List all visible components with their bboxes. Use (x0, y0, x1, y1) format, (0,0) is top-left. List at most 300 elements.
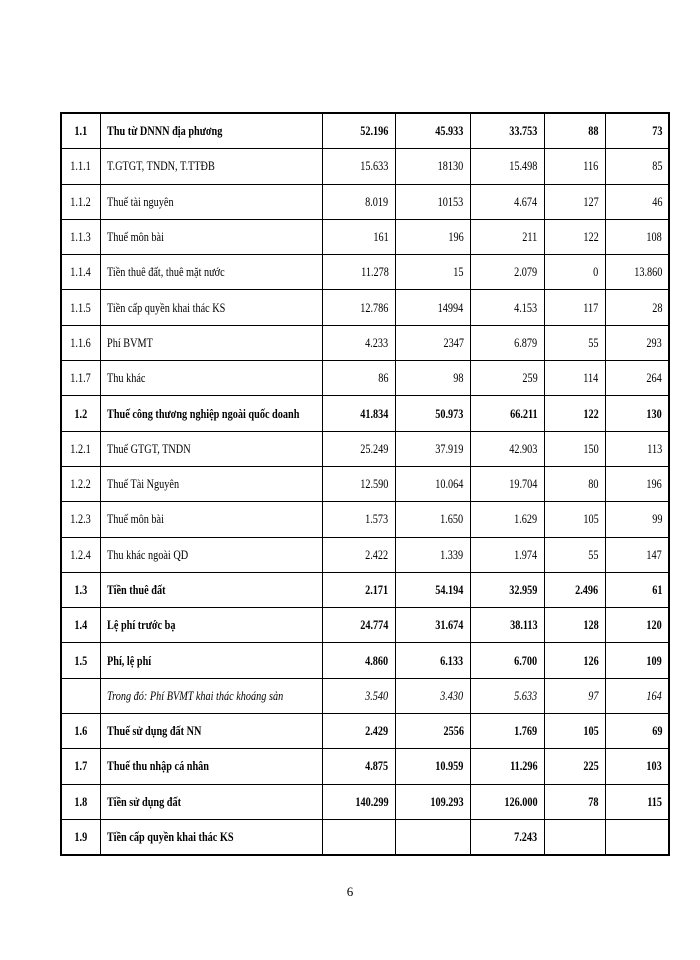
row-name-text: Trong đó: Phí BVMT khai thác khoáng sản (106, 688, 283, 703)
value-col-2 (395, 749, 470, 784)
percent-col-2-text: 130 (646, 406, 662, 421)
value-col-1 (322, 784, 395, 819)
value-col-2 (395, 466, 470, 501)
percent-col-1 (544, 290, 605, 325)
row-code (61, 396, 100, 431)
row-name (100, 396, 322, 431)
percent-col-1 (544, 714, 605, 749)
row-name-text: Thuế sử dụng đất NN (106, 724, 201, 739)
value-col-1-text: 4.875 (365, 759, 389, 774)
value-col-2-text: 10.064 (435, 477, 464, 492)
percent-col-1-text: 122 (583, 230, 599, 245)
row-name (100, 678, 322, 713)
value-col-3 (470, 643, 544, 678)
row-code-text: 1.2 (74, 406, 88, 421)
percent-col-2-text: 73 (651, 124, 662, 139)
value-col-1-text: 3.540 (365, 688, 389, 703)
percent-col-2 (605, 608, 669, 643)
value-col-1-text: 2.429 (365, 724, 389, 739)
row-code-text: 1.5 (74, 653, 88, 668)
value-col-2-text: 6.133 (440, 653, 464, 668)
percent-col-1 (544, 643, 605, 678)
percent-col-1 (544, 819, 605, 855)
value-col-2-text: 98 (453, 371, 464, 386)
value-col-2 (395, 396, 470, 431)
table-row (61, 537, 669, 572)
percent-col-1-text: 80 (588, 477, 599, 492)
value-col-2-text: 2347 (443, 335, 464, 350)
value-col-3-text: 2.079 (514, 265, 538, 280)
value-col-1 (322, 149, 395, 184)
value-col-1 (322, 714, 395, 749)
value-col-2-text: 109.293 (430, 794, 464, 809)
table-row (61, 149, 669, 184)
table-row (61, 784, 669, 819)
table-row (61, 396, 669, 431)
percent-col-1 (544, 749, 605, 784)
value-col-1 (322, 643, 395, 678)
value-col-2-text: 196 (448, 230, 464, 245)
row-code-text: 1.2.1 (70, 441, 91, 456)
row-name-text: Thuế môn bài (106, 230, 164, 245)
value-col-3-text: 66.211 (509, 406, 538, 421)
table-row (61, 255, 669, 290)
value-col-1 (322, 290, 395, 325)
percent-col-2 (605, 255, 669, 290)
row-name-text: Thu khác ngoài QD (106, 547, 188, 562)
value-col-3 (470, 290, 544, 325)
row-code (61, 537, 100, 572)
value-col-3 (470, 113, 544, 149)
row-code (61, 714, 100, 749)
value-col-2 (395, 290, 470, 325)
table-row (61, 431, 669, 466)
value-col-2-text: 10.959 (435, 759, 464, 774)
value-col-1 (322, 431, 395, 466)
percent-col-1-text: 0 (593, 265, 599, 280)
value-col-3 (470, 819, 544, 855)
table-row (61, 643, 669, 678)
value-col-3-text: 211 (522, 230, 538, 245)
percent-col-1-text: 128 (583, 618, 599, 633)
value-col-1 (322, 502, 395, 537)
value-col-2 (395, 219, 470, 254)
value-col-1-text: 1.573 (365, 512, 389, 527)
value-col-3-text: 4.153 (514, 300, 538, 315)
row-name-text: Thu từ DNNN địa phương (106, 124, 222, 139)
row-code-text: 1.1.4 (70, 265, 91, 280)
row-code-text: 1.1 (74, 124, 88, 139)
row-code-text: 1.1.7 (70, 371, 91, 386)
row-code (61, 290, 100, 325)
value-col-3 (470, 572, 544, 607)
row-code-text: 1.2.4 (70, 547, 91, 562)
percent-col-2-text: 85 (651, 159, 662, 174)
value-col-2-text: 31.674 (435, 618, 464, 633)
row-name (100, 819, 322, 855)
row-code-text: 1.1.5 (70, 300, 91, 315)
value-col-3 (470, 396, 544, 431)
percent-col-1-text: 78 (588, 794, 599, 809)
value-col-2-text: 37.919 (435, 441, 464, 456)
value-col-3-text: 11.296 (509, 759, 538, 774)
value-col-3 (470, 749, 544, 784)
value-col-2 (395, 784, 470, 819)
percent-col-2 (605, 714, 669, 749)
percent-col-2 (605, 361, 669, 396)
percent-col-2 (605, 290, 669, 325)
value-col-2-text: 2556 (443, 724, 464, 739)
percent-col-2 (605, 819, 669, 855)
table-body (61, 113, 669, 855)
row-code (61, 466, 100, 501)
row-code (61, 184, 100, 219)
value-col-2-text: 50.973 (435, 406, 464, 421)
row-code (61, 784, 100, 819)
value-col-1-text: 15.633 (360, 159, 389, 174)
value-col-2-text: 54.194 (435, 583, 464, 597)
row-name (100, 290, 322, 325)
value-col-1-text: 2.171 (365, 583, 389, 597)
value-col-2 (395, 572, 470, 607)
row-code (61, 502, 100, 537)
value-col-2 (395, 502, 470, 537)
percent-col-1 (544, 431, 605, 466)
percent-col-2-text: 13.860 (633, 265, 662, 280)
table-row (61, 219, 669, 254)
percent-col-2 (605, 184, 669, 219)
value-col-2 (395, 643, 470, 678)
row-name-text: Phí, lệ phí (106, 653, 151, 668)
budget-table (60, 112, 670, 856)
value-col-2 (395, 608, 470, 643)
row-name (100, 361, 322, 396)
value-col-3-text: 38.113 (509, 618, 538, 633)
percent-col-1-text: 150 (583, 441, 599, 456)
row-name (100, 784, 322, 819)
percent-col-2-text: 196 (646, 477, 662, 492)
percent-col-1 (544, 325, 605, 360)
table-row (61, 361, 669, 396)
row-code (61, 819, 100, 855)
value-col-1-text: 4.860 (365, 653, 389, 668)
value-col-3-text: 259 (522, 371, 538, 386)
row-code (61, 149, 100, 184)
row-code-text: 1.6 (74, 724, 88, 739)
value-col-2 (395, 819, 470, 855)
value-col-1 (322, 361, 395, 396)
value-col-3 (470, 255, 544, 290)
row-code-text: 1.3 (74, 583, 88, 597)
percent-col-1 (544, 502, 605, 537)
value-col-2-text: 45.933 (435, 124, 464, 139)
row-name (100, 749, 322, 784)
value-col-3 (470, 361, 544, 396)
row-name (100, 572, 322, 607)
value-col-1-text: 25.249 (360, 441, 389, 456)
percent-col-2 (605, 643, 669, 678)
percent-col-2-text: 109 (646, 653, 662, 668)
table-row (61, 678, 669, 713)
value-col-3-text: 1.974 (514, 547, 538, 562)
row-name-text: Tiền sử dụng đất (106, 794, 181, 809)
value-col-1 (322, 255, 395, 290)
row-code-text: 1.1.3 (70, 230, 91, 245)
percent-col-1-text: 127 (583, 194, 599, 209)
value-col-2-text: 18130 (437, 159, 464, 174)
value-col-3 (470, 431, 544, 466)
row-name-text: Thuế Tài Nguyên (106, 477, 179, 492)
percent-col-2 (605, 749, 669, 784)
value-col-1-text: 86 (378, 371, 389, 386)
row-name-text: Thu khác (106, 371, 145, 386)
row-name (100, 184, 322, 219)
percent-col-1 (544, 572, 605, 607)
row-code (61, 255, 100, 290)
row-name-text: Thuế tài nguyên (106, 194, 174, 209)
value-col-2 (395, 678, 470, 713)
row-code-text: 1.4 (74, 618, 88, 633)
value-col-1-text: 12.590 (360, 477, 389, 492)
value-col-3 (470, 608, 544, 643)
value-col-3-text: 32.959 (509, 583, 538, 597)
value-col-3-text: 42.903 (509, 441, 538, 456)
percent-col-2-text: 108 (646, 230, 662, 245)
value-col-3-text: 5.633 (514, 688, 538, 703)
value-col-1-text: 41.834 (360, 406, 389, 421)
row-name (100, 325, 322, 360)
value-col-3 (470, 466, 544, 501)
table-row (61, 749, 669, 784)
percent-col-1 (544, 219, 605, 254)
row-name-text: Tiền cấp quyền khai thác KS (106, 830, 234, 845)
row-name-text: Thuế GTGT, TNDN (106, 441, 191, 456)
table-row (61, 502, 669, 537)
row-name-text: Tiền thuê đất, thuê mặt nước (106, 265, 225, 280)
percent-col-1-text: 55 (588, 547, 599, 562)
table-row (61, 608, 669, 643)
value-col-1-text: 24.774 (360, 618, 389, 633)
row-name-text: Tiền cấp quyền khai thác KS (106, 300, 225, 315)
row-name (100, 537, 322, 572)
value-col-1-text: 8.019 (365, 194, 389, 209)
row-name-text: Lệ phí trước bạ (106, 618, 175, 633)
value-col-1-text: 140.299 (355, 794, 389, 809)
value-col-2 (395, 149, 470, 184)
value-col-1 (322, 184, 395, 219)
value-col-3-text: 6.700 (514, 653, 538, 668)
percent-col-1-text: 114 (583, 371, 599, 386)
percent-col-1-text: 116 (583, 159, 599, 174)
value-col-2 (395, 255, 470, 290)
percent-col-1 (544, 361, 605, 396)
row-code (61, 325, 100, 360)
value-col-1 (322, 219, 395, 254)
row-code (61, 431, 100, 466)
table-row (61, 325, 669, 360)
table-row (61, 466, 669, 501)
value-col-3-text: 33.753 (509, 124, 538, 139)
percent-col-2-text: 115 (647, 794, 662, 809)
row-name (100, 431, 322, 466)
table-row (61, 184, 669, 219)
value-col-3 (470, 219, 544, 254)
value-col-1 (322, 572, 395, 607)
percent-col-1 (544, 466, 605, 501)
value-col-1 (322, 396, 395, 431)
percent-col-2-text: 120 (646, 618, 662, 633)
row-name-text: Tiền thuê đất (106, 583, 165, 597)
row-code (61, 643, 100, 678)
row-code-text: 1.8 (74, 794, 88, 809)
row-code-text: 1.2.3 (70, 512, 91, 527)
percent-col-2-text: 113 (646, 441, 662, 456)
value-col-3-text: 1.629 (514, 512, 538, 527)
percent-col-2 (605, 784, 669, 819)
value-col-2 (395, 113, 470, 149)
percent-col-1 (544, 537, 605, 572)
percent-col-2 (605, 678, 669, 713)
value-col-1 (322, 325, 395, 360)
value-col-1-text: 52.196 (360, 124, 389, 139)
value-col-1 (322, 113, 395, 149)
percent-col-2 (605, 466, 669, 501)
row-code-text: 1.1.2 (70, 194, 91, 209)
value-col-2 (395, 714, 470, 749)
row-name (100, 714, 322, 749)
value-col-2 (395, 537, 470, 572)
value-col-2-text: 15 (453, 265, 464, 280)
row-name-text: Thuế công thương nghiệp ngoài quốc doanh (106, 406, 299, 421)
percent-col-2-text: 264 (646, 371, 662, 386)
percent-col-1-text: 117 (583, 300, 599, 315)
row-name (100, 643, 322, 678)
row-name (100, 466, 322, 501)
row-code (61, 678, 100, 713)
value-col-3 (470, 784, 544, 819)
percent-col-2 (605, 537, 669, 572)
percent-col-1 (544, 149, 605, 184)
row-name (100, 113, 322, 149)
page-number: 6 (346, 884, 354, 899)
value-col-2 (395, 325, 470, 360)
percent-col-2-text: 46 (651, 194, 662, 209)
row-name (100, 219, 322, 254)
row-code (61, 749, 100, 784)
value-col-2-text: 14994 (437, 300, 464, 315)
percent-col-2-text: 28 (651, 300, 662, 315)
row-code (61, 608, 100, 643)
value-col-2 (395, 184, 470, 219)
percent-col-1 (544, 184, 605, 219)
percent-col-1 (544, 608, 605, 643)
value-col-2-text: 1.339 (440, 547, 464, 562)
row-name (100, 149, 322, 184)
value-col-2 (395, 431, 470, 466)
percent-col-2 (605, 149, 669, 184)
percent-col-2-text: 103 (646, 759, 662, 774)
table-row (61, 714, 669, 749)
row-code (61, 361, 100, 396)
percent-col-2 (605, 325, 669, 360)
row-code (61, 219, 100, 254)
value-col-3-text: 126.000 (504, 794, 538, 809)
percent-col-1-text: 122 (583, 406, 599, 421)
percent-col-2-text: 147 (646, 547, 662, 562)
row-name (100, 502, 322, 537)
percent-col-1-text: 225 (583, 759, 599, 774)
percent-col-2 (605, 396, 669, 431)
percent-col-1-text: 97 (588, 688, 599, 703)
percent-col-1-text: 105 (583, 724, 599, 739)
value-col-1 (322, 678, 395, 713)
percent-col-2 (605, 502, 669, 537)
percent-col-2 (605, 113, 669, 149)
percent-col-2-text: 99 (651, 512, 662, 527)
table-row (61, 572, 669, 607)
value-col-2 (395, 361, 470, 396)
value-col-3-text: 19.704 (509, 477, 538, 492)
value-col-3-text: 6.879 (514, 335, 538, 350)
value-col-3-text: 4.674 (514, 194, 538, 209)
table-row (61, 290, 669, 325)
value-col-1-text: 11.278 (360, 265, 389, 280)
value-col-1 (322, 819, 395, 855)
row-name (100, 255, 322, 290)
percent-col-1-text: 105 (583, 512, 599, 527)
row-name-text: Thuế môn bài (106, 512, 164, 527)
value-col-1 (322, 608, 395, 643)
row-name-text: Phí BVMT (106, 335, 153, 350)
percent-col-2 (605, 572, 669, 607)
row-code-text: 1.2.2 (70, 477, 91, 492)
percent-col-1-text: 55 (588, 335, 599, 350)
percent-col-2-text: 69 (651, 724, 662, 739)
percent-col-1 (544, 396, 605, 431)
percent-col-1 (544, 678, 605, 713)
value-col-3 (470, 714, 544, 749)
percent-col-1 (544, 784, 605, 819)
value-col-3 (470, 537, 544, 572)
value-col-3 (470, 502, 544, 537)
row-code (61, 572, 100, 607)
row-name-text: T.GTGT, TNDN, T.TTĐB (106, 159, 215, 174)
value-col-3 (470, 325, 544, 360)
value-col-3-text: 7.243 (514, 830, 538, 845)
value-col-3 (470, 184, 544, 219)
percent-col-1 (544, 255, 605, 290)
value-col-1-text: 161 (373, 230, 389, 245)
percent-col-2-text: 293 (646, 335, 662, 350)
value-col-1-text: 4.233 (365, 335, 389, 350)
value-col-3 (470, 149, 544, 184)
table-row (61, 819, 669, 855)
value-col-2-text: 1.650 (440, 512, 464, 527)
value-col-1-text: 12.786 (360, 300, 389, 315)
percent-col-2 (605, 431, 669, 466)
value-col-1 (322, 749, 395, 784)
value-col-1-text: 2.422 (365, 547, 389, 562)
percent-col-1-text: 2.496 (575, 583, 599, 597)
value-col-3-text: 1.769 (514, 724, 538, 739)
percent-col-1-text: 126 (583, 653, 599, 668)
value-col-1 (322, 466, 395, 501)
row-code-text: 1.7 (74, 759, 88, 774)
percent-col-2 (605, 219, 669, 254)
value-col-1 (322, 537, 395, 572)
percent-col-1-text: 88 (588, 124, 599, 139)
row-code-text: 1.1.6 (70, 335, 91, 350)
